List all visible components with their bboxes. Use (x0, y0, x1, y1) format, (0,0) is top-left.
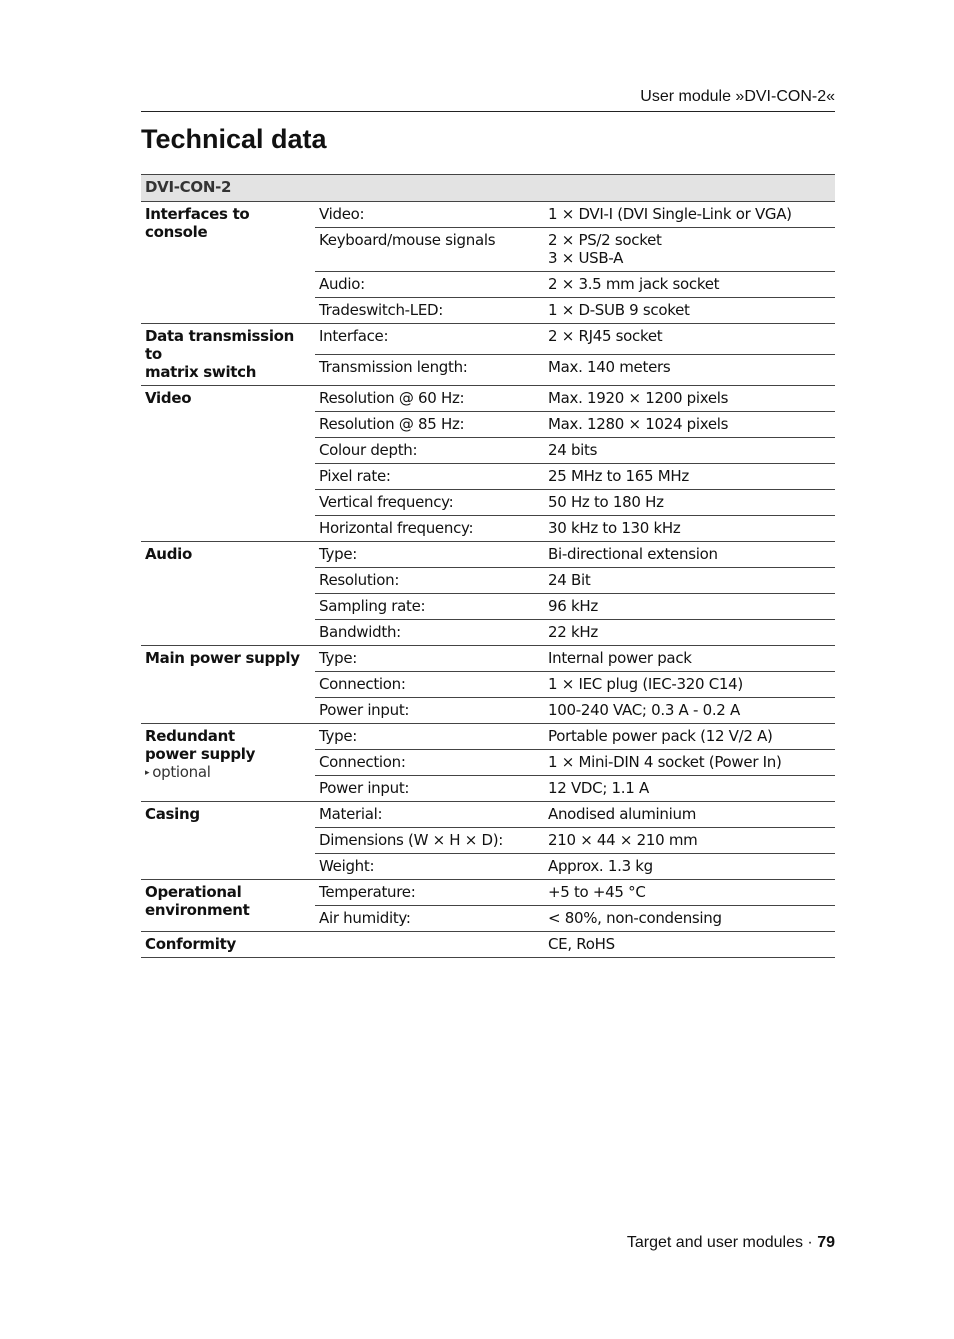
value-cell (544, 386, 835, 412)
category-label: Main power supply (145, 649, 300, 667)
value-cell (544, 272, 835, 298)
parameter-cell: Type: (315, 542, 544, 568)
value-line: Anodised aluminium (548, 805, 697, 823)
page-header (141, 88, 835, 112)
page-title: Technical data (141, 124, 327, 154)
value-line: Portable power pack (12 V/2 A) (548, 727, 773, 745)
value-cell (544, 698, 835, 724)
value-line: 22 kHz (548, 623, 598, 641)
value-line: 1 × D-SUB 9 scoket (548, 301, 690, 319)
category-label: Redundant (145, 727, 235, 745)
value-line: CE, RoHS (548, 935, 615, 953)
value-cell (544, 516, 835, 542)
category-label: Casing (145, 805, 200, 823)
category-cell (141, 202, 315, 324)
parameter-cell: Transmission length: (315, 355, 544, 386)
value-line: Bi-directional extension (548, 545, 718, 563)
table-heading: DVI-CON-2 (141, 175, 835, 202)
value-cell (544, 802, 835, 828)
category-cell (141, 542, 315, 646)
value-line: +5 to +45 °C (548, 883, 646, 901)
parameter-cell: Temperature: (315, 880, 544, 906)
value-line: 96 kHz (548, 597, 598, 615)
value-line: Approx. 1.3 kg (548, 857, 653, 875)
parameter-cell: Sampling rate: (315, 594, 544, 620)
value-line: 50 Hz to 180 Hz (548, 493, 664, 511)
table-row (141, 646, 835, 672)
value-cell (544, 672, 835, 698)
value-line: 2 × PS/2 socket (548, 231, 662, 249)
table-row (141, 542, 835, 568)
note-text: optional (152, 763, 211, 781)
value-cell (544, 906, 835, 932)
value-line: 30 kHz to 130 kHz (548, 519, 681, 537)
technical-data-body (141, 175, 835, 958)
value-cell (544, 646, 835, 672)
parameter-cell: Type: (315, 646, 544, 672)
parameter-cell: Resolution: (315, 568, 544, 594)
parameter-cell: Interface: (315, 324, 544, 355)
parameter-cell: Air humidity: (315, 906, 544, 932)
value-cell (544, 854, 835, 880)
parameter-cell: Keyboard/mouse signals (315, 228, 544, 272)
page-number: 79 (817, 1234, 835, 1251)
value-cell (544, 880, 835, 906)
value-cell (544, 620, 835, 646)
value-line: 24 Bit (548, 571, 591, 589)
parameter-cell: Pixel rate: (315, 464, 544, 490)
table-row (141, 880, 835, 906)
value-cell (544, 298, 835, 324)
value-cell (544, 490, 835, 516)
table-row (141, 724, 835, 750)
value-line: 1 × IEC plug (IEC-320 C14) (548, 675, 743, 693)
category-label: Operational (145, 883, 242, 901)
parameter-cell: Dimensions (W × H × D): (315, 828, 544, 854)
category-label: matrix switch (145, 363, 257, 381)
table-row (141, 932, 835, 958)
value-line: < 80%, non-condensing (548, 909, 722, 927)
category-cell (141, 386, 315, 542)
category-label: environment (145, 901, 250, 919)
parameter-cell: Material: (315, 802, 544, 828)
parameter-cell: Connection: (315, 672, 544, 698)
parameter-cell: Vertical frequency: (315, 490, 544, 516)
value-line: 1 × DVI-I (DVI Single-Link or VGA) (548, 205, 792, 223)
category-label: Audio (145, 545, 192, 563)
parameter-cell: Bandwidth: (315, 620, 544, 646)
value-cell (544, 724, 835, 750)
value-cell (544, 828, 835, 854)
parameter-cell: Audio: (315, 272, 544, 298)
value-cell (544, 594, 835, 620)
page-footer (141, 1234, 835, 1252)
value-line: Max. 1280 × 1024 pixels (548, 415, 729, 433)
value-line: 3 × USB-A (548, 249, 624, 267)
value-line: 1 × Mini-DIN 4 socket (Power In) (548, 753, 782, 771)
technical-data-table (141, 174, 835, 958)
category-cell (141, 932, 315, 958)
category-label: power supply (145, 745, 256, 763)
value-line: Internal power pack (548, 649, 692, 667)
value-cell (544, 324, 835, 355)
value-line: 12 VDC; 1.1 A (548, 779, 649, 797)
value-cell (544, 412, 835, 438)
parameter-cell: Resolution @ 60 Hz: (315, 386, 544, 412)
footer-section: Target and user modules · (626, 1234, 813, 1251)
parameter-cell: Power input: (315, 776, 544, 802)
value-line: 210 × 44 × 210 mm (548, 831, 698, 849)
category-cell (141, 324, 315, 386)
value-line: 25 MHz to 165 MHz (548, 467, 689, 485)
parameter-cell: Type: (315, 724, 544, 750)
value-cell (544, 202, 835, 228)
category-cell (141, 646, 315, 724)
category-note (145, 763, 311, 782)
value-cell (544, 776, 835, 802)
category-label: Conformity (145, 935, 236, 953)
table-row (141, 202, 835, 228)
table-heading-row (141, 175, 835, 202)
value-line: 24 bits (548, 441, 598, 459)
value-cell (544, 438, 835, 464)
parameter-cell: Power input: (315, 698, 544, 724)
category-label: Video (145, 389, 192, 407)
category-label: console (145, 223, 208, 241)
category-cell (141, 724, 315, 802)
value-cell (544, 750, 835, 776)
value-cell (544, 355, 835, 386)
value-cell (544, 464, 835, 490)
parameter-cell: Video: (315, 202, 544, 228)
parameter-cell: Resolution @ 85 Hz: (315, 412, 544, 438)
value-cell (544, 932, 835, 958)
category-label: Data transmission to (145, 327, 295, 363)
value-cell (544, 228, 835, 272)
category-cell (141, 802, 315, 880)
value-line: Max. 140 meters (548, 358, 671, 376)
table-row (141, 802, 835, 828)
table-row (141, 386, 835, 412)
parameter-cell: Colour depth: (315, 438, 544, 464)
category-cell (141, 880, 315, 932)
parameter-cell: Weight: (315, 854, 544, 880)
parameter-cell: Connection: (315, 750, 544, 776)
triangle-right-icon: ▸ (145, 768, 150, 778)
value-line: 2 × RJ45 socket (548, 327, 663, 345)
value-cell (544, 542, 835, 568)
category-label: Interfaces to (145, 205, 250, 223)
value-line: 100-240 VAC; 0.3 A - 0.2 A (548, 701, 740, 719)
value-line: Max. 1920 × 1200 pixels (548, 389, 729, 407)
parameter-cell: Horizontal frequency: (315, 516, 544, 542)
parameter-cell (315, 932, 544, 958)
table-row (141, 324, 835, 355)
value-line: 2 × 3.5 mm jack socket (548, 275, 720, 293)
module-title: User module »DVI-CON-2« (640, 88, 835, 105)
value-cell (544, 568, 835, 594)
parameter-cell: Tradeswitch-LED: (315, 298, 544, 324)
